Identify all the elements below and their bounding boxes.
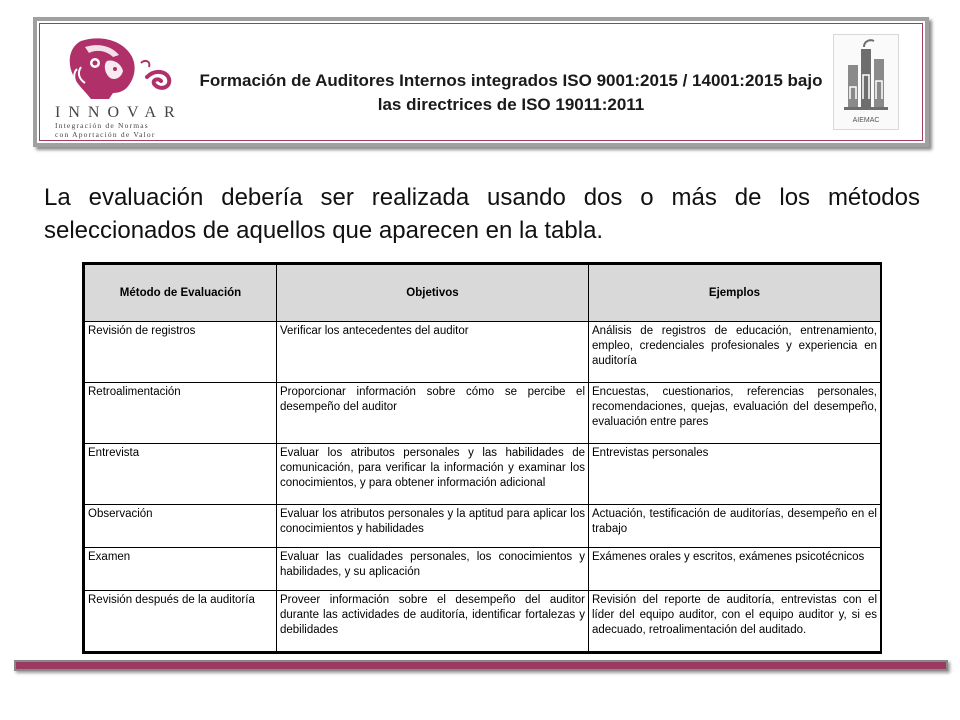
column-header-examples: Ejemplos [589, 265, 881, 322]
table-cell-method: Examen [85, 548, 277, 591]
innovar-logo [51, 33, 201, 139]
table-row [85, 505, 881, 548]
table-cell-method: Entrevista [85, 444, 277, 505]
column-header-objectives: Objetivos [277, 265, 589, 322]
innovar-logo-name: INNOVAR [55, 104, 183, 121]
evaluation-methods-table [82, 262, 882, 654]
table-cell-example: Entrevistas personales [589, 444, 881, 505]
header-banner [33, 17, 929, 147]
page-title: Formación de Auditores Internos integrados ISO 9001:2015 / 14001:2015 bajo las directrices de ISO 19011:2011 [199, 71, 823, 114]
column-header-method: Método de Evaluación [85, 265, 277, 322]
table-cell-method: Retroalimentación [85, 383, 277, 444]
innovar-logo-line2: con Aportación de Valor [55, 130, 156, 139]
table-cell-example: Exámenes orales y escritos, exámenes psicotécnicos [589, 548, 881, 591]
table-cell-example: Análisis de registros de educación, entrenamiento, empleo, credenciales profesionales y experiencia en auditoría [589, 322, 881, 383]
table-cell-example: Revisión del reporte de auditoría, entrevistas con el líder del equipo auditor, con el equipo auditor y, si es adecuado, retroalimentación del auditado. [589, 590, 881, 651]
table-row [85, 590, 881, 651]
table-cell-example: Actuación, testificación de auditorías, desempeño en el trabajo [589, 505, 881, 548]
table-row [85, 322, 881, 383]
table-row [85, 444, 881, 505]
table-cell-objective: Proporcionar información sobre cómo se percibe el desempeño del auditor [277, 383, 589, 444]
table-cell-method: Revisión de registros [85, 322, 277, 383]
table-cell-example: Encuestas, cuestionarios, referencias personales, recomendaciones, quejas, evaluación del desempeño, evaluación entre pares [589, 383, 881, 444]
footer-divider-bar [14, 660, 948, 671]
innovar-logo-line1: Integración de Normas [55, 121, 149, 130]
aiemac-logo [833, 34, 899, 130]
table-cell-objective: Proveer información sobre el desempeño del auditor durante las actividades de auditoría, identificar fortalezas y debilidades [277, 590, 589, 651]
table-cell-objective: Verificar los antecedentes del auditor [277, 322, 589, 383]
table-row [85, 383, 881, 444]
aiemac-logo-name: AIEMAC [852, 117, 880, 124]
table-cell-method: Revisión después de la auditoría [85, 590, 277, 651]
table-cell-method: Observación [85, 505, 277, 548]
intro-paragraph: La evaluación debería ser realizada usando dos o más de los métodos seleccionados de aquellos que aparecen en la tabla. [44, 184, 920, 244]
table-header-row [85, 265, 881, 322]
table-cell-objective: Evaluar los atributos personales y las habilidades de comunicación, para verificar la información y examinar los conocimientos, y para obtener información adicional [277, 444, 589, 505]
table-cell-objective: Evaluar los atributos personales y la aptitud para aplicar los conocimientos y habilidades [277, 505, 589, 548]
table-cell-objective: Evaluar las cualidades personales, los conocimientos y habilidades, y su aplicación [277, 548, 589, 591]
table-row [85, 548, 881, 591]
